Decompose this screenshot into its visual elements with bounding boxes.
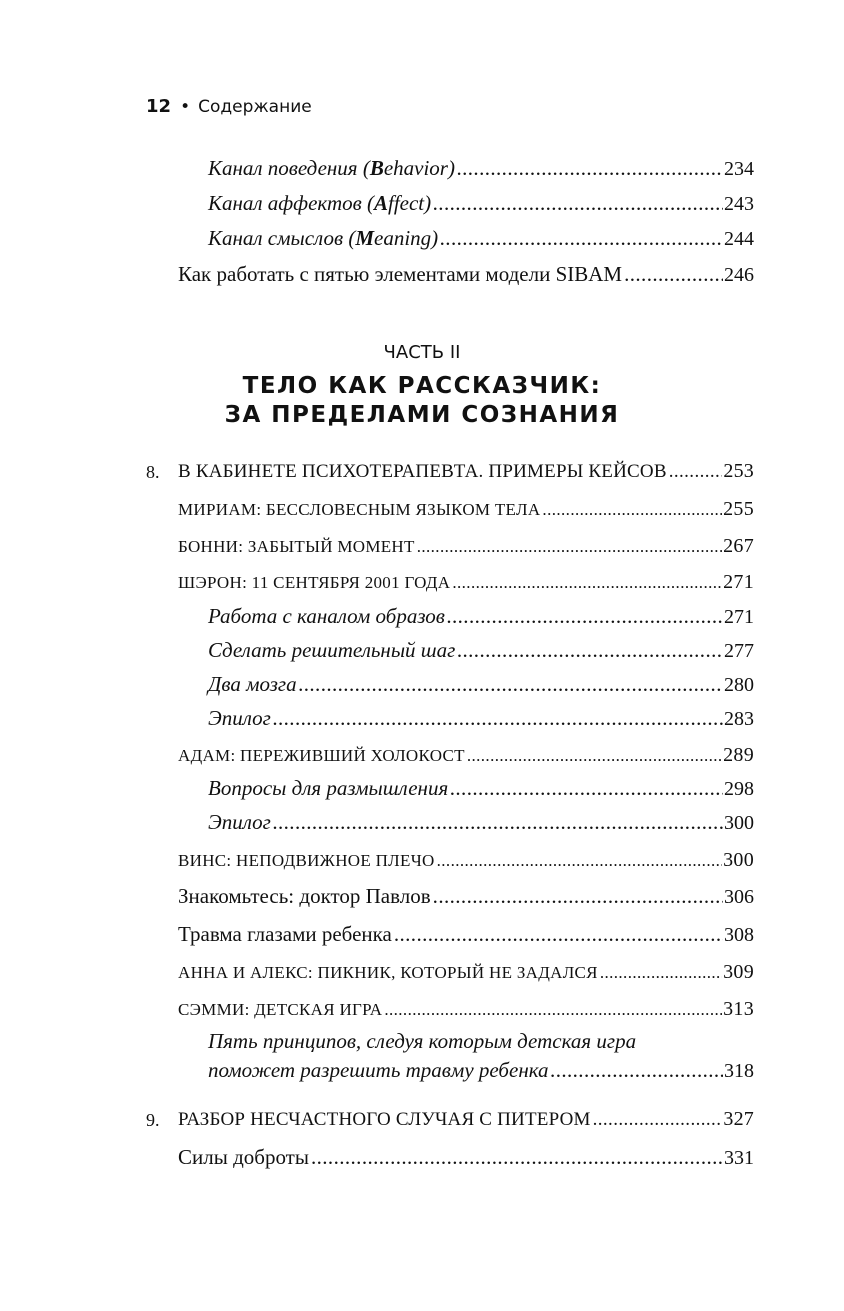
toc-leader <box>457 156 723 181</box>
toc-entry[interactable] <box>178 498 754 521</box>
toc-entry-label: Силы доброты <box>178 1145 309 1169</box>
toc-leader <box>299 672 723 697</box>
toc-entry-page: 300 <box>724 812 754 834</box>
toc-entry-label: Эпилог <box>208 810 271 834</box>
toc-entry-label: ШЭРОН: 11 СЕНТЯБРЯ 2001 ГОДА <box>178 573 451 592</box>
toc-entry[interactable] <box>208 810 754 835</box>
toc-entry-label: Знакомьтесь: доктор Павлов <box>178 884 431 908</box>
toc-entry-page: 283 <box>724 708 754 730</box>
toc-leader <box>433 884 723 909</box>
toc-entry-label: Канал поведения (Behavior) <box>208 156 455 180</box>
toc-leader <box>311 1145 723 1170</box>
toc-entry-page: 309 <box>723 961 754 983</box>
toc-leader <box>542 500 722 520</box>
toc-entry-label: Канал аффектов (Affect) <box>208 191 432 215</box>
toc-entry[interactable] <box>208 706 754 731</box>
toc-leader <box>384 1000 722 1020</box>
toc-leader <box>450 776 723 801</box>
toc-entry-label: ВИНС: НЕПОДВИЖНОЕ ПЛЕЧО <box>178 851 435 870</box>
toc-entry-label: АННА И АЛЕКС: ПИКНИК, КОТОРЫЙ НЕ ЗАДАЛСЯ <box>178 963 598 982</box>
toc-entry-label: Работа с каналом образов <box>208 604 445 628</box>
toc-entry-label: МИРИАМ: БЕССЛОВЕСНЫМ ЯЗЫКОМ ТЕЛА <box>178 500 541 519</box>
toc-entry-page: 313 <box>723 998 754 1020</box>
toc-entry-label: Как работать с пятью элементами модели SIBAM <box>178 262 623 286</box>
toc-entry[interactable] <box>178 744 754 767</box>
toc-leader <box>394 922 723 947</box>
running-header <box>146 96 312 117</box>
header-bullet: • <box>180 97 191 117</box>
toc-entry-label: Два мозга <box>208 672 297 696</box>
toc-entry-page: 267 <box>723 535 754 557</box>
toc-entry-label: СЭММИ: ДЕТСКАЯ ИГРА <box>178 1000 383 1019</box>
toc-leader <box>467 746 722 766</box>
chapter-number: 8. <box>146 462 160 482</box>
chapter-title-row[interactable] <box>178 1108 754 1131</box>
toc-leader <box>433 191 723 216</box>
toc-entry-page: 234 <box>724 158 754 180</box>
toc-entry-label: Эпилог <box>208 706 271 730</box>
toc-leader <box>457 638 723 663</box>
toc-leader <box>624 262 723 287</box>
toc-entry-page: 277 <box>724 640 754 662</box>
toc-entry-page: 280 <box>724 674 754 696</box>
toc-entry[interactable] <box>178 535 754 558</box>
toc-entry[interactable] <box>208 156 754 181</box>
toc-entry-multiline-first-line[interactable]: Пять принципов, следуя которым детская игра <box>208 1029 637 1053</box>
part-label: ЧАСТЬ II <box>383 342 461 363</box>
toc-entry-label: Канал смыслов (Meaning) <box>208 226 439 250</box>
toc-leader <box>600 963 722 983</box>
toc-entry[interactable] <box>178 922 754 947</box>
toc-leader <box>273 706 723 731</box>
chapter-title: РАЗБОР НЕСЧАСТНОГО СЛУЧАЯ С ПИТЕРОМ <box>178 1109 591 1130</box>
toc-leader <box>437 851 722 871</box>
chapter-number: 9. <box>146 1110 160 1130</box>
toc-leader <box>273 810 723 835</box>
chapter-page: 327 <box>723 1108 754 1130</box>
toc-entry-page: 331 <box>724 1147 754 1169</box>
chapter-title-row[interactable] <box>178 460 754 483</box>
toc-entry-label: БОННИ: ЗАБЫТЫЙ МОМЕНТ <box>178 537 415 556</box>
toc-entry[interactable] <box>178 998 754 1021</box>
toc-leader <box>447 604 723 629</box>
toc-entry-page: 318 <box>724 1060 754 1082</box>
toc-entry[interactable] <box>178 262 754 287</box>
toc-entry[interactable] <box>208 672 754 697</box>
toc-entry-page: 255 <box>723 498 754 520</box>
toc-entry[interactable] <box>178 884 754 909</box>
toc-entry-page: 244 <box>724 228 754 250</box>
toc-entry[interactable] <box>208 604 754 629</box>
toc-entry-page: 271 <box>723 571 754 593</box>
toc-entry[interactable] <box>208 776 754 801</box>
toc-entry[interactable] <box>208 191 754 216</box>
toc-entry-page: 306 <box>724 886 754 908</box>
toc-leader <box>593 1109 723 1131</box>
toc-entry-page: 289 <box>723 744 754 766</box>
chapter-title: В КАБИНЕТЕ ПСИХОТЕРАПЕВТА. ПРИМЕРЫ КЕЙСОВ <box>178 461 667 482</box>
header-title: Содержание <box>198 97 312 117</box>
toc-entry-page: 243 <box>724 193 754 215</box>
toc-leader <box>452 573 722 593</box>
toc-entry-label: Травма глазами ребенка <box>178 922 392 946</box>
toc-leader <box>440 226 723 251</box>
toc-entry-page: 300 <box>723 849 754 871</box>
toc-leader <box>551 1058 723 1083</box>
toc-entry-label: поможет разрешить травму ребенка <box>208 1058 549 1082</box>
toc-leader <box>669 461 723 483</box>
toc-entry[interactable] <box>208 638 754 663</box>
toc-entry[interactable] <box>178 571 754 594</box>
toc-entry-label: АДАМ: ПЕРЕЖИВШИЙ ХОЛОКОСТ <box>178 746 465 765</box>
toc-entry[interactable] <box>178 1145 754 1170</box>
toc-entry[interactable] <box>178 961 754 984</box>
part-title-line-1: ТЕЛО КАК РАССКАЗЧИК: <box>242 373 602 399</box>
toc-leader <box>417 537 722 557</box>
header-page-number: 12 <box>146 96 172 117</box>
toc-entry-label: Сделать решительный шаг <box>208 638 456 662</box>
toc-entry[interactable] <box>208 226 754 251</box>
toc-entry-page: 298 <box>724 778 754 800</box>
toc-entry-label: Вопросы для размышления <box>208 776 449 800</box>
chapter-page: 253 <box>723 460 754 482</box>
toc-entry-page: 271 <box>724 606 754 628</box>
toc-entry[interactable] <box>208 1058 754 1083</box>
toc-entry-page: 308 <box>724 924 754 946</box>
toc-entry[interactable] <box>178 849 754 872</box>
toc-entry-page: 246 <box>724 264 754 286</box>
part-title-line-2: ЗА ПРЕДЕЛАМИ СОЗНАНИЯ <box>224 402 620 428</box>
